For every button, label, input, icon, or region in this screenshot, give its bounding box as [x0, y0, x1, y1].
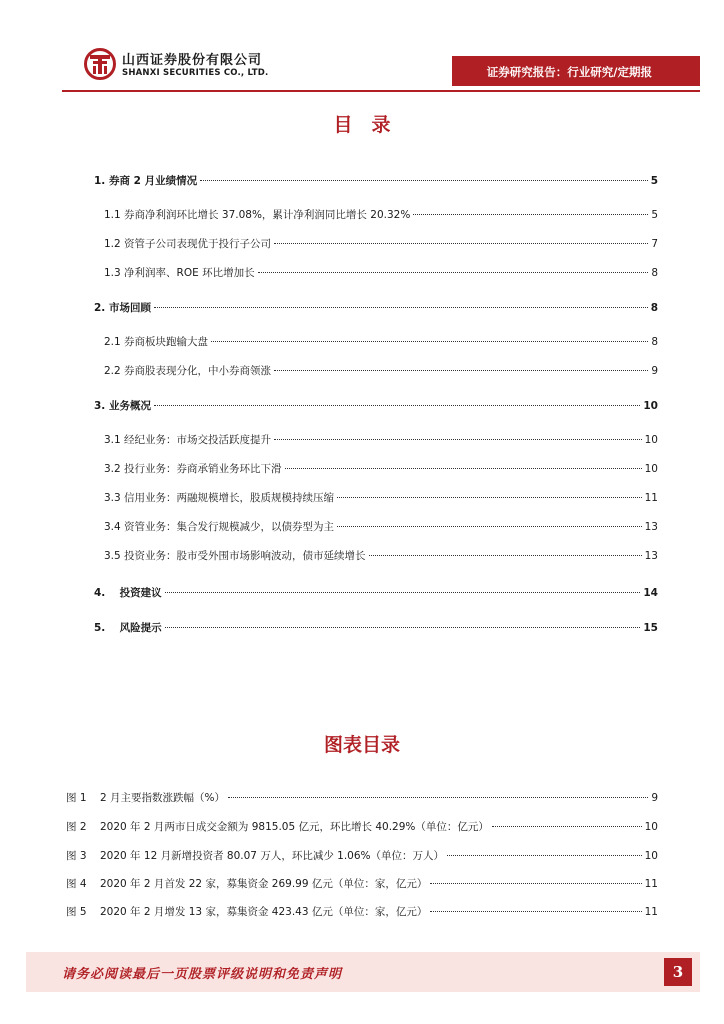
- toc-entry-3-3[interactable]: [104, 490, 658, 506]
- figure-entry-2[interactable]: [66, 819, 658, 835]
- toc-num: 1.3: [104, 267, 121, 279]
- toc-num: 2.1: [104, 336, 121, 348]
- toc-page: 10: [643, 400, 658, 412]
- toc-num: 3.1: [104, 434, 121, 446]
- toc-num: 1.: [94, 175, 106, 187]
- dot-leader: [165, 627, 641, 628]
- report-type: 证券研究报告：行业研究/定期报: [486, 65, 652, 79]
- page-number: 3: [664, 958, 692, 986]
- figure-entry-5[interactable]: [66, 904, 658, 920]
- toc-num: 3.3: [104, 492, 121, 504]
- toc-num: 3.4: [104, 521, 121, 533]
- toc-entry-1-2[interactable]: [104, 236, 658, 252]
- toc-page: 14: [643, 587, 658, 599]
- dot-leader: [228, 797, 648, 798]
- toc-page: 13: [644, 550, 658, 562]
- figure-entry-3[interactable]: [66, 848, 658, 864]
- dot-leader: [274, 439, 642, 440]
- dot-leader: [413, 214, 648, 215]
- dot-leader: [200, 180, 648, 181]
- toc-entry-3[interactable]: [94, 398, 658, 414]
- toc-num: 3.5: [104, 550, 121, 562]
- figure-label: 图 4: [66, 878, 87, 890]
- toc-text: 业务概况: [108, 400, 151, 412]
- dot-leader: [211, 341, 648, 342]
- dot-leader: [154, 307, 648, 308]
- company-name-en: SHANXI SECURITIES CO., LTD.: [122, 68, 269, 78]
- figure-page: 11: [644, 878, 658, 890]
- figure-text: 2020 年 2 月增发 13 家，募集资金 423.43 亿元（单位：家，亿元）: [100, 906, 428, 918]
- dot-leader: [274, 243, 648, 244]
- toc-page: 5: [650, 175, 658, 187]
- toc-num: 2.2: [104, 365, 121, 377]
- toc-num: 1.1: [104, 209, 121, 221]
- company-logo-icon: [84, 48, 116, 80]
- toc-text: 资管子公司表现优于投行子公司: [124, 238, 272, 250]
- toc-page: 9: [651, 365, 658, 377]
- toc-page: 15: [643, 622, 658, 634]
- dot-leader: [258, 272, 649, 273]
- toc-text: 经纪业务：市场交投活跃度提升: [124, 434, 272, 446]
- figure-label: 图 1: [66, 792, 87, 804]
- dot-leader: [447, 855, 642, 856]
- dot-leader: [430, 883, 641, 884]
- figure-label: 图 2: [66, 821, 87, 833]
- toc-text: 投资建议: [119, 587, 162, 599]
- figure-page: 9: [651, 792, 658, 804]
- dot-leader: [285, 468, 642, 469]
- toc-page: 10: [644, 463, 658, 475]
- toc-entry-3-4[interactable]: [104, 519, 658, 535]
- toc-num: 3.: [94, 400, 106, 412]
- toc-entry-1-3[interactable]: [104, 265, 658, 281]
- toc-title: 目 录: [333, 114, 391, 136]
- toc-page: 7: [651, 238, 658, 250]
- toc-page: 5: [651, 209, 658, 221]
- figure-page: 10: [644, 850, 658, 862]
- dot-leader: [274, 370, 648, 371]
- figure-page: 10: [644, 821, 658, 833]
- toc-text: 券商股表现分化，中小券商领涨: [124, 365, 272, 377]
- toc-num: 1.2: [104, 238, 121, 250]
- disclaimer-text: 请务必阅读最后一页股票评级说明和免责声明: [62, 967, 343, 982]
- dot-leader: [337, 497, 642, 498]
- figure-text: 2020 年 2 月两市日成交金额为 9815.05 亿元，环比增长 40.29%（单位：亿元）: [100, 821, 489, 833]
- toc-page: 13: [644, 521, 658, 533]
- figure-text: 2020 年 12 月新增投资者 80.07 万人，环比减少 1.06%（单位：万人）: [100, 850, 445, 862]
- header-band: [452, 56, 700, 86]
- toc-text: 风险提示: [119, 622, 162, 634]
- company-name-cn: 山西证券股份有限公司: [122, 53, 263, 68]
- figure-page: 11: [644, 906, 658, 918]
- toc-entry-2-1[interactable]: [104, 334, 658, 350]
- toc-page: 10: [644, 434, 658, 446]
- toc-text: 券商 2 月业绩情况: [108, 175, 198, 187]
- dot-leader: [337, 526, 642, 527]
- toc-num: 2.: [94, 302, 106, 314]
- toc-text: 净利润率、ROE 环比增加长: [124, 267, 255, 279]
- figure-label: 图 3: [66, 850, 87, 862]
- toc-text: 市场回顾: [108, 302, 151, 314]
- toc-text: 投行业务：券商承销业务环比下滑: [124, 463, 282, 475]
- toc-entry-2[interactable]: [94, 300, 658, 316]
- figure-entry-4[interactable]: [66, 876, 658, 892]
- header-divider: [62, 90, 700, 92]
- toc-entry-1[interactable]: [94, 173, 658, 189]
- dot-leader: [492, 826, 642, 827]
- toc-page: 8: [651, 336, 658, 348]
- figure-label: 图 5: [66, 906, 87, 918]
- toc-entry-1-1[interactable]: [104, 207, 658, 223]
- toc-entry-3-5[interactable]: [104, 548, 658, 564]
- figure-text: 2020 年 2 月首发 22 家，募集资金 269.99 亿元（单位：家，亿元）: [100, 878, 428, 890]
- toc-text: 信用业务：两融规模增长，股质规模持续压缩: [124, 492, 335, 504]
- toc-text: 券商净利润环比增长 37.08%，累计净利润同比增长 20.32%: [124, 209, 411, 221]
- toc-entry-3-1[interactable]: [104, 432, 658, 448]
- toc-page: 11: [644, 492, 658, 504]
- toc-entry-5[interactable]: [94, 620, 658, 636]
- page-footer: [26, 952, 700, 992]
- toc-page: 8: [651, 267, 658, 279]
- toc-entry-3-2[interactable]: [104, 461, 658, 477]
- toc-page: 8: [650, 302, 658, 314]
- toc-num: 5.: [94, 622, 106, 634]
- figure-entry-1[interactable]: [66, 790, 658, 806]
- dot-leader: [430, 911, 641, 912]
- toc-text: 资管业务：集合发行规模减少，以债券型为主: [124, 521, 335, 533]
- toc-text: 投资业务：股市受外围市场影响波动，债市延续增长: [124, 550, 366, 562]
- dot-leader: [369, 555, 642, 556]
- dot-leader: [154, 405, 640, 406]
- figures-title: 图表目录: [323, 734, 400, 756]
- toc-num: 3.2: [104, 463, 121, 475]
- toc-entry-2-2[interactable]: [104, 363, 658, 379]
- page-header: [0, 0, 724, 96]
- dot-leader: [165, 592, 641, 593]
- figure-text: 2 月主要指数涨跌幅（%）: [100, 792, 225, 804]
- toc-num: 4.: [94, 587, 106, 599]
- toc-text: 券商板块跑输大盘: [124, 336, 209, 348]
- toc-entry-4[interactable]: [94, 585, 658, 601]
